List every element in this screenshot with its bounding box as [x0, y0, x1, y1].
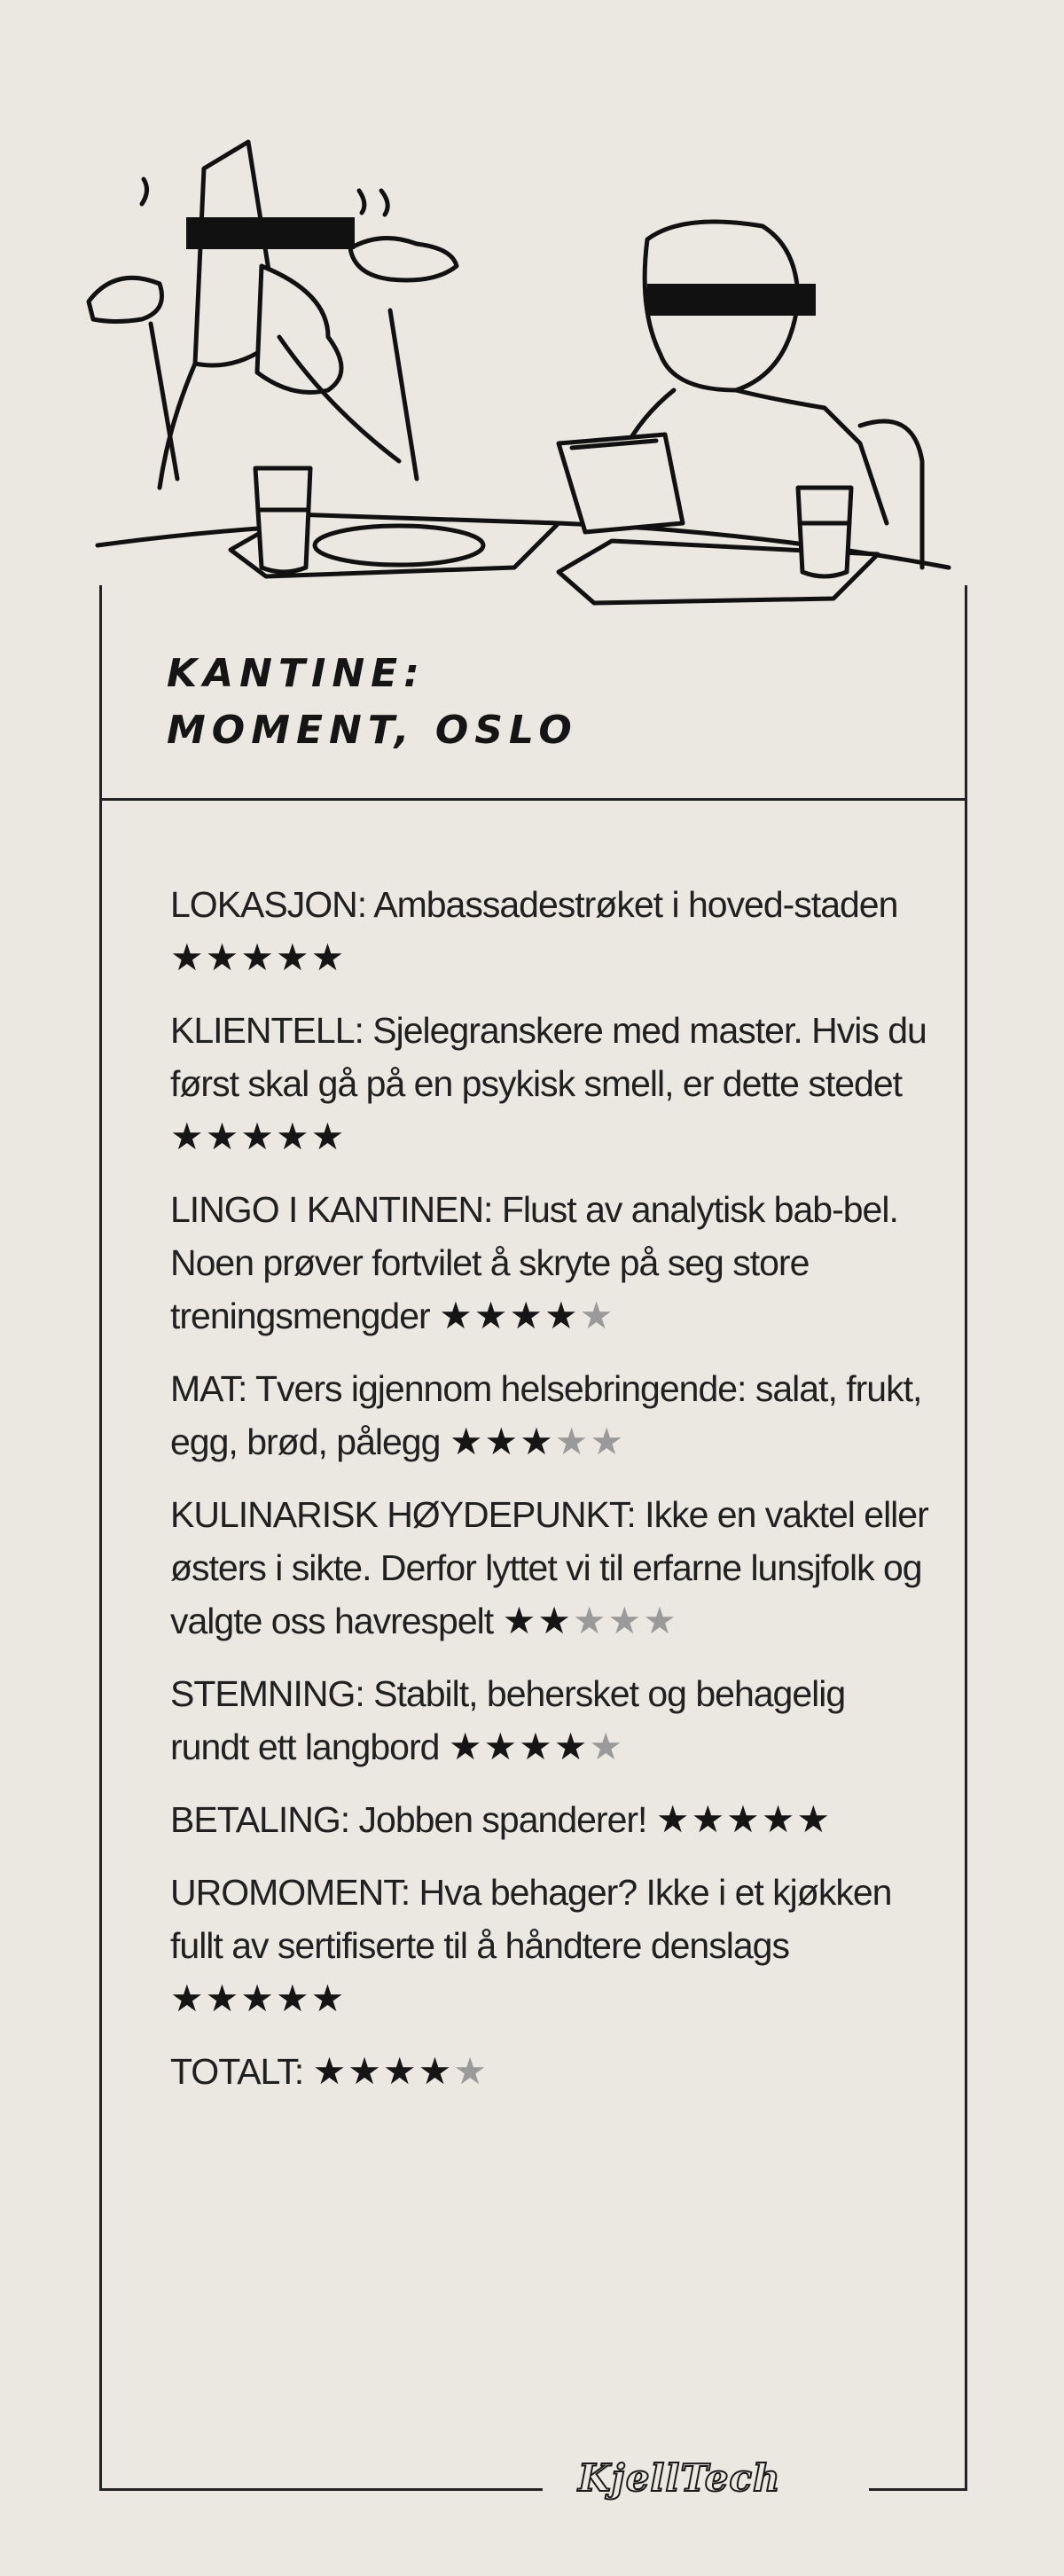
star-rating: [170, 1116, 346, 1157]
faded-stars-icon: ★: [453, 2050, 489, 2092]
review-entry-klientell: [170, 1004, 933, 1163]
faded-stars-icon: ★★: [554, 1421, 626, 1462]
filled-stars-icon: ★★★★★: [655, 1798, 833, 1840]
review-entry-uromoment: [170, 1866, 933, 2025]
frame-right-border: [965, 585, 967, 2490]
faded-stars-icon: ★★★: [572, 1600, 678, 1641]
review-heading: [167, 646, 578, 759]
review-list: [170, 878, 933, 2118]
review-text: TOTALT:: [170, 2051, 304, 2092]
review-entry-kulinarisk: [170, 1488, 933, 1648]
star-rating: [170, 936, 346, 978]
faded-stars-icon: ★: [589, 1726, 625, 1767]
star-rating: [450, 1421, 625, 1462]
review-entry-stemning: [170, 1667, 933, 1773]
review-text: STEMNING: Stabilt, behersket og behagelig rundt ett langbord: [170, 1673, 846, 1767]
star-rating: [449, 1726, 624, 1767]
review-entry-totalt: [170, 2045, 933, 2098]
filled-stars-icon: ★★★★: [448, 1726, 590, 1767]
faded-stars-icon: ★: [579, 1295, 615, 1336]
frame-bottom-border: [869, 2488, 967, 2491]
review-text: KLIENTELL: Sjelegranskere med master. Hvis du først skal gå på en psykisk smell, er dette stedet: [170, 1010, 927, 1104]
review-text: LOKASJON: Ambassadestrøket i hoved-staden: [170, 884, 898, 925]
filled-stars-icon: ★★: [502, 1600, 573, 1641]
star-rating: [656, 1798, 832, 1840]
heading-line-1: KANTINE:: [167, 651, 426, 696]
review-text: MAT: Tvers igjennom helsebringende: salat, frukt, egg, brød, pålegg: [170, 1368, 922, 1462]
censor-bar: [647, 284, 816, 316]
filled-stars-icon: ★★★★★: [170, 1977, 347, 2019]
heading-line-2: MOMENT, OSLO: [167, 708, 578, 753]
star-rating: [503, 1600, 678, 1641]
canteen-cartoon-illustration: [62, 106, 984, 638]
review-entry-lingo: [170, 1183, 933, 1343]
star-rating: [170, 1977, 346, 2019]
star-rating: [439, 1295, 614, 1336]
review-entry-mat: [170, 1362, 933, 1468]
censor-bar: [186, 217, 355, 249]
filled-stars-icon: ★★★★: [439, 1295, 580, 1336]
filled-stars-icon: ★★★★: [312, 2050, 454, 2092]
review-text: LINGO I KANTINEN: Flust av analytisk bab-bel. Noen prøver fortvilet å skryte på seg store treningsmengder: [170, 1189, 898, 1336]
frame-left-border: [99, 585, 102, 2490]
heading-divider: [99, 798, 966, 801]
frame-bottom-border: [99, 2488, 543, 2491]
star-rating: [313, 2050, 489, 2092]
filled-stars-icon: ★★★★★: [170, 936, 347, 978]
filled-stars-icon: ★★★: [449, 1421, 555, 1462]
review-text: KULINARISK HØYDEPUNKT: Ikke en vaktel eller østers i sikte. Derfor lyttet vi til erfarne lunsjfolk og valgte oss havrespelt: [170, 1494, 928, 1641]
filled-stars-icon: ★★★★★: [170, 1116, 347, 1157]
review-entry-lokasjon: [170, 878, 933, 984]
kjelltech-logo: KjellTech: [578, 2456, 781, 2500]
review-text: BETALING: Jobben spanderer!: [170, 1799, 647, 1840]
review-text: UROMOMENT: Hva behager? Ikke i et kjøkken fullt av sertifiserte til å håndtere denslags: [170, 1872, 892, 1966]
review-entry-betaling: [170, 1793, 933, 1846]
